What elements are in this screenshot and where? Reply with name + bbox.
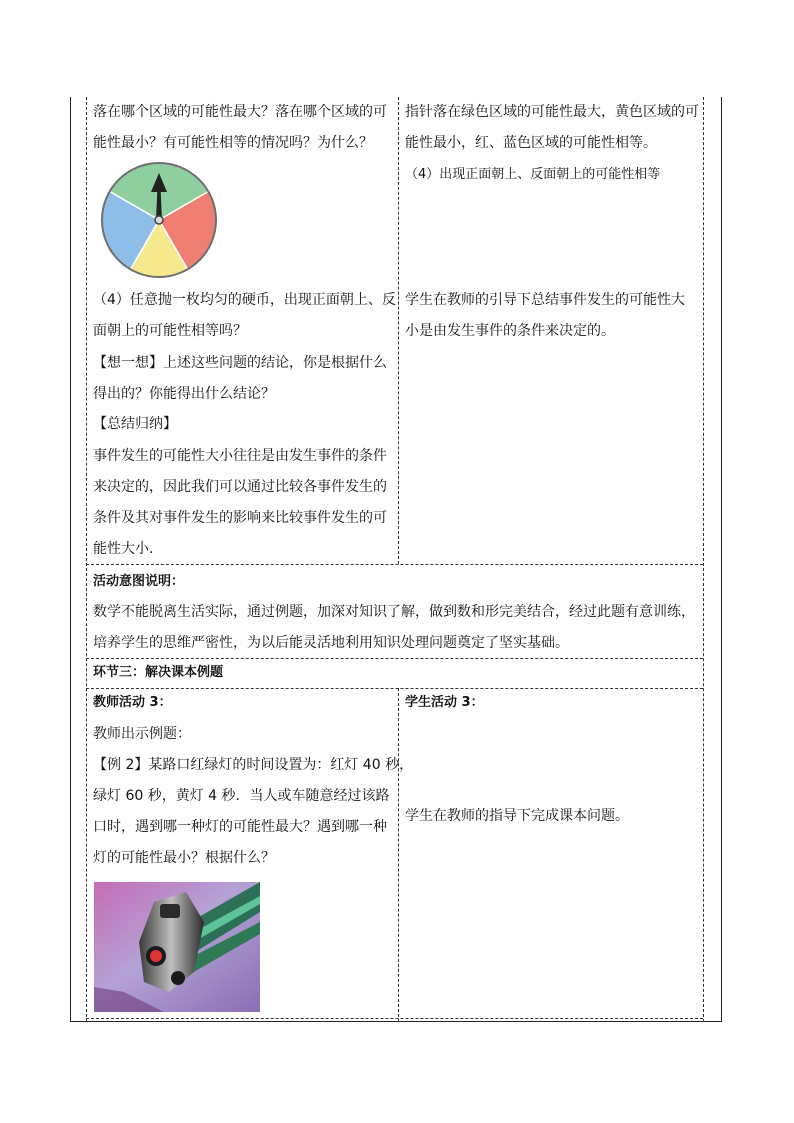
q3-line-2: 能性最小？有可能性相等的情况吗？为什么？ xyxy=(93,135,373,151)
q3-line-1: 落在哪个区域的可能性最大？落在哪个区域的可 xyxy=(93,104,387,120)
q4-line-2: 面朝上的可能性相等吗？ xyxy=(93,323,247,339)
intent-line-2: 培养学生的思维严密性，为以后能灵活地利用知识处理问题奠定了坚实基础。 xyxy=(93,635,569,651)
example-line-2: 绿灯 60 秒，黄灯 4 秒．当人或车随意经过该路 xyxy=(93,788,390,804)
example-line-1: 【例 2】某路口红绿灯的时间设置为：红灯 40 秒， xyxy=(93,757,414,773)
conclusion-line-2: 小是由发生事件的条件来决定的。 xyxy=(405,323,615,339)
think-line-1: 【想一想】上述这些问题的结论，你是根据什么 xyxy=(93,355,387,371)
traffic-light-photo xyxy=(94,882,260,1012)
teacher-line-1: 教师出示例题： xyxy=(93,726,191,742)
student-activity-heading: 学生活动 3： xyxy=(405,695,484,710)
spinner-pivot xyxy=(155,216,163,224)
column-divider-bottom xyxy=(398,688,399,1022)
example-line-4: 灯的可能性最小？根据什么？ xyxy=(93,850,275,866)
teacher-activity-heading: 教师活动 3： xyxy=(93,695,172,710)
conclusion-line-1: 学生在教师的引导下总结事件发生的可能性大 xyxy=(405,292,685,308)
summary-line-1: 事件发生的可能性大小往往是由发生事件的条件 xyxy=(93,448,387,464)
answer-line-1: 指针落在绿色区域的可能性最大，黄色区域的可 xyxy=(405,104,699,120)
row-rule-activity-top xyxy=(86,688,703,689)
spinner-pie xyxy=(100,161,218,279)
section3-title: 环节三：解决课本例题 xyxy=(93,665,224,680)
summary-line-3: 条件及其对事件发生的影响来比较事件发生的可 xyxy=(93,510,387,526)
row-rule-intent-top xyxy=(86,564,703,565)
inner-right-dashed-border xyxy=(703,97,704,1022)
summary-line-4: 能性大小. xyxy=(93,541,154,557)
q4-line-1: （4）任意抛一枚均匀的硬币，出现正面朝上、反 xyxy=(93,292,396,308)
student-line-1: 学生在教师的指导下完成课本问题。 xyxy=(405,808,629,824)
intent-line-1: 数学不能脱离生活实际，通过例题，加深对知识了解，做到数和形完美结合，经过此题有意训练， xyxy=(93,604,695,620)
row-rule-bottom xyxy=(86,1018,703,1019)
column-divider-top xyxy=(398,97,399,564)
example-line-3: 口时，遇到哪一种灯的可能性最大？遇到哪一种 xyxy=(93,819,387,835)
answer-line-3: （4）出现正面朝上、反面朝上的可能性相等 xyxy=(405,167,661,182)
think-line-2: 得出的？你能得出什么结论？ xyxy=(93,386,275,402)
inner-left-dashed-border xyxy=(86,97,87,1022)
summary-line-2: 来决定的，因此我们可以通过比较各事件发生的 xyxy=(93,479,387,495)
summary-title: 【总结归纳】 xyxy=(93,416,177,432)
intent-title: 活动意图说明： xyxy=(93,574,185,589)
answer-line-2: 能性最小，红、蓝色区域的可能性相等。 xyxy=(405,135,657,151)
